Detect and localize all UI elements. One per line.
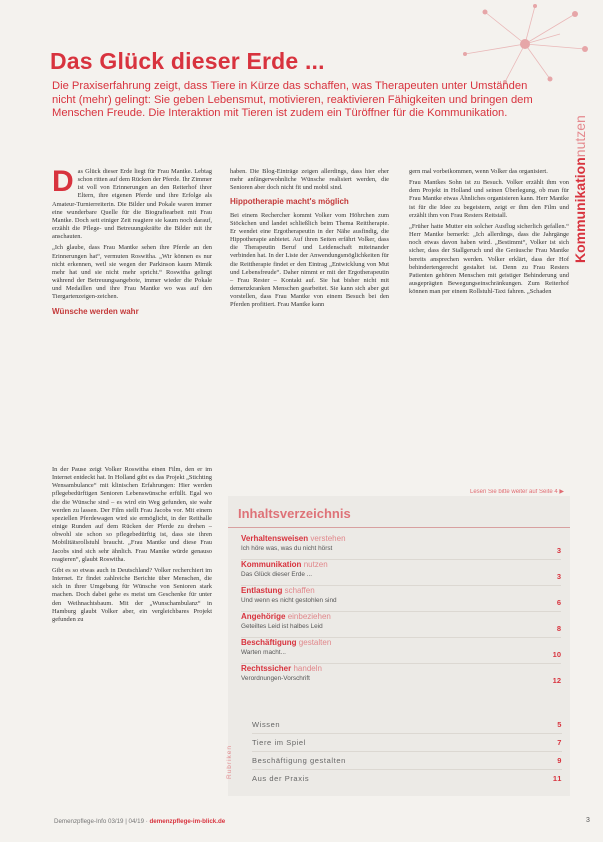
footer-url[interactable]: demenzpflege-im-blick.de <box>149 818 226 825</box>
toc-item[interactable] <box>241 586 561 607</box>
toc-item-subtitle-light: nutzen <box>303 560 328 569</box>
toc-item-page: 12 <box>552 676 561 685</box>
toc-item-subtitle-light: handeln <box>293 664 322 673</box>
paragraph: Bei einem Rechercher kommt Volker vom Höhrchen zum Stöckchen und landet schließlich beim Thema Reittherapie. Er wendet eine Ergotherapeutin in der Nähe ausfindig, die Hippotherapie anbietet. Auf ihren Seiten erfährt Volker, dass die Therapeutin Beruf und Leidenschaft miteinander verbinden hat. In der Liste der Anwendungsmöglichkeiten für die Reittherapie findet er den Eintrag „Entwicklung von Mut und Lebensfreude“. Daher nimmt er mit der Ergotherapeutin – Frau Rester – Kontakt auf. Sie hat bisher nicht mit demenzkranken Menschen gearbeitet. Sie kann sich aber gut vorstellen, dass Frau Mantke von einem Besuch bei den Pferden profitiert. Frau Mantke kann <box>230 211 389 309</box>
rubric-item[interactable] <box>252 738 562 747</box>
column-3 <box>409 168 569 299</box>
rubric-page: 5 <box>557 720 562 729</box>
toc-item-teaser: Und wenn es nicht gestohlen sind <box>241 597 337 604</box>
article-title: Das Glück dieser Erde ... <box>50 48 325 74</box>
toc-item-subtitle-light: verstehen <box>310 534 346 543</box>
toc-item[interactable] <box>241 612 561 633</box>
table-of-contents <box>228 496 570 796</box>
toc-item-teaser: Geteiltes Leid ist halbes Leid <box>241 623 323 630</box>
section-tab-light: nutzen <box>572 115 588 158</box>
rubric-separator <box>252 769 562 770</box>
rubric-separator <box>252 733 562 734</box>
rubric-page: 7 <box>557 738 562 747</box>
section-tab <box>566 95 600 265</box>
toc-heading: Inhaltsverzeichnis <box>238 506 351 521</box>
toc-item-page: 8 <box>556 624 561 633</box>
paragraph: gern mal vorbeikommen, wenn Volker das organisiert. <box>409 168 548 175</box>
rubric-item[interactable] <box>252 756 562 765</box>
rubric-page: 9 <box>557 756 562 765</box>
rubric-label: Wissen <box>252 720 281 729</box>
continue-link[interactable]: Lesen Sie bitte weiter auf Seite 4 ▶ <box>470 489 565 495</box>
subheading: Wünsche werden wahr <box>52 306 139 316</box>
subheading: Hippotherapie macht's möglich <box>230 197 349 207</box>
toc-item-title: Angehörige <box>241 612 286 621</box>
section-tab-bold: Kommunikation <box>572 157 588 263</box>
toc-item-page: 3 <box>556 546 561 555</box>
toc-item[interactable] <box>241 664 561 685</box>
toc-item-teaser: Verordnungen-Vorschrift <box>241 675 310 682</box>
dandelion-illustration <box>455 4 595 84</box>
column-1-continued <box>52 466 212 627</box>
paragraph: „Früher hatte Mutter ein solcher Ausflug sicherlich gefallen.“ Herr Mantke bemerkt: „Ich allerdings, dass die Jahrgänge noch etwas davon haben wird. „Bestimmt“, Volker ist sich sicher, dass der Stallgeruch und die Geräusche Frau Mantke bereits ansprechen werden. Volker erklärt, dass der Hof behindertengerecht gestaltet ist. Denn zu Frau Resters Patienten gehören Menschen mit geistiger Behinderung und ausgeprägten Bewegungseinschränkungen. Zum Reiterhof können man per einem Rollstuhl-Taxi fahren. „Schaden <box>409 222 569 296</box>
toc-item-title: Kommunikation <box>241 560 302 569</box>
lead-paragraph: Die Praxiserfahrung zeigt, dass Tiere in Kürze das schaffen, was Therapeuten unter Umständen nicht (mehr) gelingt: Sie geben Lebensmut, motivieren, reaktivieren Fähigkeiten und bringen dem Menschen Freude. Die Interaktion mit Tieren ist zudem ein Türöffner für die Kommunikation. <box>52 80 533 119</box>
paragraph: haben. Die Blog-Einträge zeigen allerdings, dass hier eher mehr anfängerwohnliche Wünsche realisiert werden, die Senioren aber doch nicht fit und mobil sind. <box>230 168 389 192</box>
paragraph: Frau Mantkes Sohn ist zu Besuch. Volker erzählt ihm von dem Projekt in Holland und seinen Überlegung, ob man für Frau Mantke etwas Ähnliches organisieren kann. Herr Mantke ist für die Idee zu begeistern, zeigt er ihm den Film und erzählt ihm von Frau Resters Reitstall. <box>409 179 569 219</box>
toc-item-teaser: Das Glück dieser Erde ... <box>241 571 313 578</box>
toc-item-title: Verhaltensweisen <box>241 534 309 543</box>
paragraph: „Ich glaube, dass Frau Mantke sehen ihre Pferde an den Erinnerungen hat“, vermuten Roswitha. „Wir können es nur nicht erkennen, weil sie wegen der Parkinson kaum Mimik mehr hat und sie nicht mehr spricht.“ Roswitha gelingt während der Betreuungsangebote, immer wieder die Pokale und Medaillen und ihre Frau Mantke wo was auf den Tiergartenzeigen-zeichen. <box>52 244 212 301</box>
rubric-item[interactable] <box>252 774 562 783</box>
rubric-page: 11 <box>552 774 562 783</box>
page-number: 3 <box>586 817 590 824</box>
toc-item-page: 3 <box>556 572 561 581</box>
footer-publication: Demenzpflege-Info 03/19 | 04/19 · <box>54 818 148 825</box>
toc-item[interactable] <box>241 534 561 555</box>
page-footer <box>54 818 225 825</box>
paragraph: In der Pause zeigt Volker Roswitha einen Film, den er im Internet entdeckt hat. In Holland gibt es das Projekt „Stichting Wensambulance“ mit klinischen Erfahrungen: Hier werden pflegebedürftigen Senioren Lebenswünsche erfüllt. Egal wo die die Wünsche sind – es wird ein Weg gefunden, sie wahr werden zu lassen. Der Film stellt Frau Jacobs vor. Mit einem speziellen Pferdewagen wird sie ermöglicht, in der Reithalle einige Runden auf dem Rücken der Pferde zu drehen – obwohl sie schon so pflegebedürftig ist, dass sie ihren Mobilitätsrollstuhl braucht. „Frau Mantke und diese Frau Jacobs sind sich sehr ähnlich. Frau Mantke würde genauso reagieren“, glaubt Roswitha. <box>52 466 212 563</box>
column-1 <box>52 165 213 321</box>
toc-item[interactable] <box>241 560 561 581</box>
rubric-separator <box>252 751 562 752</box>
toc-item-teaser: Ich höre was, was du nicht hörst <box>241 545 333 552</box>
toc-item-subtitle-light: gestalten <box>298 638 332 647</box>
column-2 <box>230 168 389 313</box>
toc-item-page: 10 <box>552 650 561 659</box>
toc-item-subtitle-light: schaffen <box>284 586 315 595</box>
rubric-label: Tiere im Spiel <box>252 738 306 747</box>
toc-item-subtitle-light: einbeziehen <box>287 612 331 621</box>
drop-cap: D <box>52 165 74 198</box>
rubrics-label: Rubriken <box>226 744 233 779</box>
paragraph: as Glück dieser Erde liegt für Frau Mantke. Lebtag schon ritten auf dem Rücken der Pferde. Ihr Zimmer ist voll von Erinnerungen an den Reiterhof ihrer Eltern, ihre eigenen Pferde und ihre Erfolge als Amateur-Turnierreiterin. Die Bilder und Pokale waren immer eine wunderbare Quelle für die Biografiearbeit mit Frau Mantke. Doch seit einiger Zeit reagiere sie kaum noch darauf, erzählt die Pflege- und Betreuungskräfte die Bilder mit ihr anschauten. <box>52 168 213 241</box>
rubric-label: Beschäftigung gestalten <box>252 756 346 765</box>
toc-item-title: Rechtssicher <box>241 664 292 673</box>
rubric-label: Aus der Praxis <box>252 774 310 783</box>
toc-item-teaser: Warten macht... <box>241 649 286 656</box>
toc-item[interactable] <box>241 638 561 659</box>
rubric-item[interactable] <box>252 720 562 729</box>
toc-item-title: Beschäftigung <box>241 638 297 647</box>
toc-item-title: Entlastung <box>241 586 283 595</box>
paragraph: Gibt es so etwas auch in Deutschland? Volker recherchiert im Internet. Er findet zahlreiche Berichte über Menschen, die sich in ihrer Umgebung für Wünsche von Senioren stark machen. Doch dabei gehe es meist um Geschenke für unter den Weihnachtsbaum. Mit der „Wunschambulanz“ in Hamburg glaubt Volker aber, ein vergleichbares Projekt gefunden zu <box>52 566 212 623</box>
toc-item-page: 6 <box>556 598 561 607</box>
toc-divider <box>228 527 570 528</box>
